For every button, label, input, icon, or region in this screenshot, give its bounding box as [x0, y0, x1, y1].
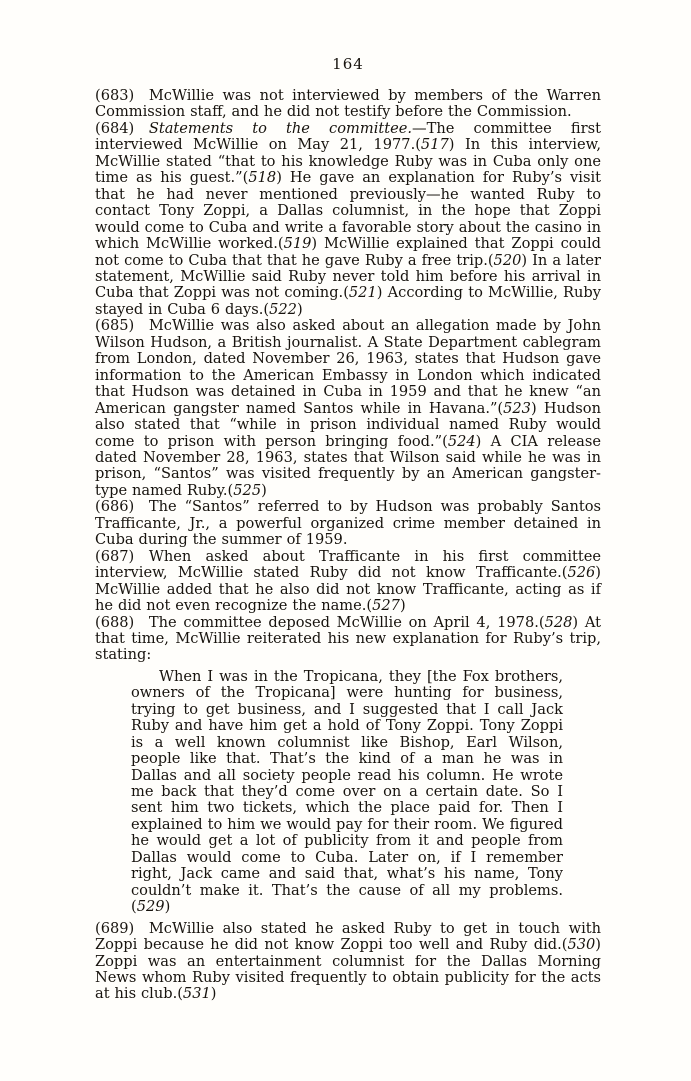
paragraph-688 [95, 615, 601, 664]
text-run: (683) McWillie was not interviewed by members of the Warren Commission staff, and he did not testify before the Commission. [95, 87, 601, 121]
text-run: ) [399, 597, 406, 615]
text-run: (684) [95, 119, 149, 137]
paragraph-684 [95, 121, 601, 318]
text-run: When I was in the Tropicana, they [the Fox brothers, owners of the Tropicana] were hunting for business, trying to get business, and I suggested that I call Jack Ruby and have him get a hold of Tony Zoppi. Tony Zoppi is a well known columnist like Bishop, Earl Wilson, people like that. That’s the kind of a man he was in Dallas and all society people read his column. He wrote me back that they’d come over on a certain date. So I sent him two tickets, which the place paid for. Then I explained to him we would pay for their room. We figured he would get a lot of publicity from it and people from Dallas would come to Cuba. Later on, if I remember right, Jack came and said that, what’s his name, Tony couldn’t make it. That’s the cause of all my problems.( [131, 667, 563, 916]
italic-text-run: 531 [182, 985, 211, 1003]
text-run: ) According to McWillie, Ruby stayed in Cuba 6 days.( [95, 284, 601, 318]
text-run: ) [210, 985, 217, 1003]
paragraph-685 [95, 318, 601, 499]
block-quote-mcwillie [131, 669, 563, 916]
italic-text-run: 525 [233, 481, 262, 499]
paragraph-686 [95, 499, 601, 548]
text-run: (689) McWillie also stated he asked Ruby to get in touch with Zoppi because he did not know Zoppi too well and Ruby did.( [95, 919, 601, 954]
page-content [95, 55, 601, 1003]
italic-text-run: 522 [269, 300, 297, 318]
italic-text-run: 527 [372, 597, 400, 615]
italic-text-run: 529 [136, 898, 165, 916]
text-run: ) McWillie added that he also did not know Trafficante, acting as if he did not even recognize the name.( [95, 564, 601, 615]
text-run: (688) The committee deposed McWillie on April 4, 1978.( [95, 613, 545, 631]
paragraph-689 [95, 921, 601, 1003]
text-run: ) A CIA release dated November 28, 1963, states that Wilson said while he was in prison, “Santos” was visited frequently by an American gangster-type named Ruby.( [95, 432, 601, 499]
italic-text-run: 518 [248, 169, 277, 187]
text-run: ) McWillie explained that Zoppi could not come to Cuba that that he gave Ruby a free trip.( [95, 235, 601, 269]
italic-text-run: 530 [567, 936, 596, 954]
text-run: ) [296, 300, 303, 318]
text-run: (687) When asked about Trafficante in his first committee interview, McWillie stated Ruby did not know Trafficante.( [95, 547, 601, 582]
italic-text-run: 524 [447, 432, 476, 450]
italic-text-run: 523 [503, 399, 531, 417]
italic-text-run: 526 [567, 564, 596, 582]
text-run: ) He gave an explanation for Ruby’s visit that he had never mentioned previously—he wanted Ruby to contact Tony Zoppi, a Dallas columnist, in the hope that Zoppi would come to Cuba and write a favorable story about the casino in which McWillie worked.( [95, 169, 601, 253]
italic-text-run: 517 [420, 136, 449, 154]
paragraph-683 [95, 88, 601, 121]
text-run: ) [164, 898, 171, 916]
text-run: ) Zoppi was an entertainment columnist for the Dallas Morning News whom Ruby visited frequently to obtain publicity for the acts at his club.( [95, 936, 601, 1003]
italic-text-run: 528 [544, 613, 573, 631]
text-run: ) In this interview, McWillie stated “that to his knowledge Ruby was in Cuba only one time as his guest.”( [95, 136, 601, 187]
text-run: ) Hudson also stated that “while in prison individual named Ruby would come to prison with person bringing food.”( [95, 399, 601, 450]
italic-text-run: 521 [348, 284, 377, 302]
text-run: —The committee first interviewed McWillie on May 21, 1977.( [95, 119, 601, 154]
text-run: ) [261, 481, 267, 499]
document-body [95, 88, 601, 1003]
italic-text-run: Statements to the committee. [148, 119, 413, 137]
italic-text-run: 519 [283, 235, 312, 253]
text-run: ) At that time, McWillie reiterated his new explanation for Ruby’s trip, stating: [95, 613, 601, 664]
page-number: 164 [332, 55, 364, 73]
text-run: ) In a later statement, McWillie said Ruby never told him before his arrival in Cuba that Zoppi was not coming.( [95, 251, 601, 302]
text-run: (685) McWillie was also asked about an allegation made by John Wilson Hudson, a British journalist. A State Department cablegram from London, dated November 26, 1963, states that Hudson gave information to the American Embassy in London which indicated that Hudson was detained in Cuba in 1959 and that he knew “an American gangster named Santos while in Havana.”( [95, 317, 601, 417]
italic-text-run: 520 [493, 251, 522, 269]
text-run: (686) The “Santos” referred to by Hudson was probably Santos Trafficante, Jr., a powerful organized crime member detained in Cuba during the summer of 1959. [95, 498, 601, 549]
paragraph-687 [95, 549, 601, 615]
